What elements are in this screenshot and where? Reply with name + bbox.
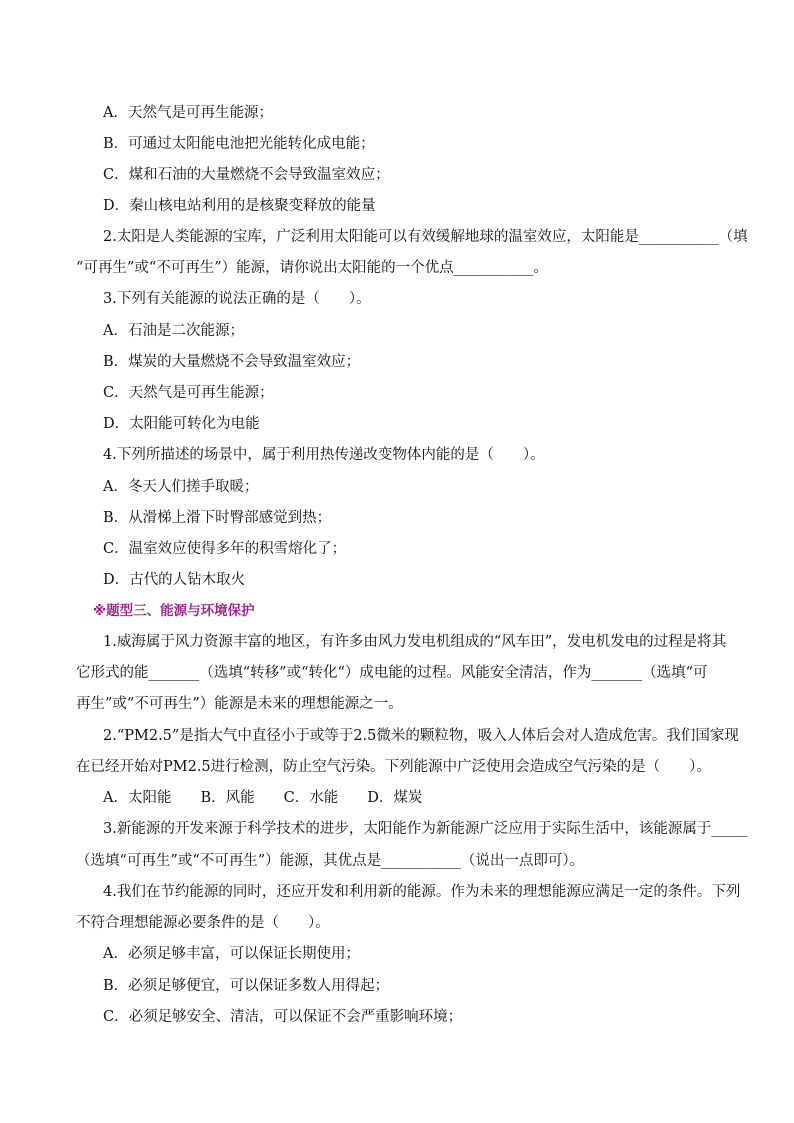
section3-question-1-line-2: 它形式的能_______（选填“转移”或“转化“）成电能的过程。风能安全清洁，作为_______（选填“可 xyxy=(76,665,708,681)
option-b-q4: B．从滑梯上滑下时臀部感觉到热； xyxy=(103,510,332,526)
option-b-q3: B．煤炭的大量燃烧不会导致温室效应； xyxy=(103,354,361,370)
option-c-q4: C．温室效应使得多年的积雪熔化了； xyxy=(103,541,347,557)
option-c-s3q4: C．必须足够安全、清洁，可以保证不会严重影响环境； xyxy=(103,1009,463,1025)
option-d-q3: D．太阳能可转化为电能 xyxy=(103,416,260,432)
option-a-s3q4: A．必须足够丰富，可以保证长期使用； xyxy=(103,946,360,962)
section-heading: ※题型三、能源与环境保护 xyxy=(93,603,255,619)
option-a-q4: A．冬天人们搓手取暖； xyxy=(103,479,259,495)
option-c-q1: C．煤和石油的大量燃烧不会导致温室效应； xyxy=(103,167,390,183)
question-2-line-2: “可再生”或“不可再生”）能源，请你说出太阳能的一个优点___________。 xyxy=(76,260,548,276)
section3-question-2-line-1: 2.“PM2.5”是指大气中直径小于或等于2.5微米的颗粒物，吸入人体后会对人造成危害。我们国家现 xyxy=(103,728,739,744)
option-d-q4: D．古代的人钻木取火 xyxy=(103,572,246,588)
question-4: 4.下列所描述的场景中，属于利用热传递改变物体内能的是（ ）。 xyxy=(103,447,545,463)
option-d-q1: D．秦山核电站利用的是核聚变释放的能量 xyxy=(103,198,376,214)
section3-question-1-line-1: 1.威海属于风力资源丰富的地区，有许多由风力发电机组成的“风车田”，发电机发电的过程是将其 xyxy=(103,634,727,650)
section3-question-1-line-3: 再生”或“不可再生”）能源是未来的理想能源之一。 xyxy=(76,696,403,712)
section3-question-2-line-2: 在已经开始对PM2.5进行检测，防止空气污染。下列能源中广泛使用会造成空气污染的是（ ）。 xyxy=(76,759,711,775)
section3-question-3-line-1: 3.新能源的开发来源于科学技术的进步，太阳能作为新能源广泛应用于实际生活中，该能源属于_____ xyxy=(103,821,748,837)
section3-question-4-line-2: 不符合理想能源必要条件的是（ ）。 xyxy=(76,915,330,931)
section3-question-4-line-1: 4.我们在节约能源的同时，还应开发和利用新的能源。作为未来的理想能源应满足一定的条件。下列 xyxy=(103,884,741,900)
option-b-q1: B．可通过太阳能电池把光能转化成电能； xyxy=(103,136,375,152)
option-b-s3q4: B．必须足够便宜，可以保证多数人用得起； xyxy=(103,978,390,994)
section3-question-3-line-2: （选填“可再生”或“不可再生”）能源，其优点是___________（说出一点即可）。 xyxy=(76,853,585,869)
section3-question-2-options: A．太阳能 B．风能 C．水能 D．煤炭 xyxy=(103,790,423,806)
option-c-q3: C．天然气是可再生能源； xyxy=(103,385,274,401)
question-2-line-1: 2.太阳是人类能源的宝库，广泛利用太阳能可以有效缓解地球的温室效应，太阳能是___________（填 xyxy=(103,229,748,245)
question-3: 3.下列有关能源的说法正确的是（ ）。 xyxy=(103,291,371,307)
option-a-q1: A．天然气是可再生能源； xyxy=(103,105,273,121)
option-a-q3: A．石油是二次能源； xyxy=(103,323,244,339)
